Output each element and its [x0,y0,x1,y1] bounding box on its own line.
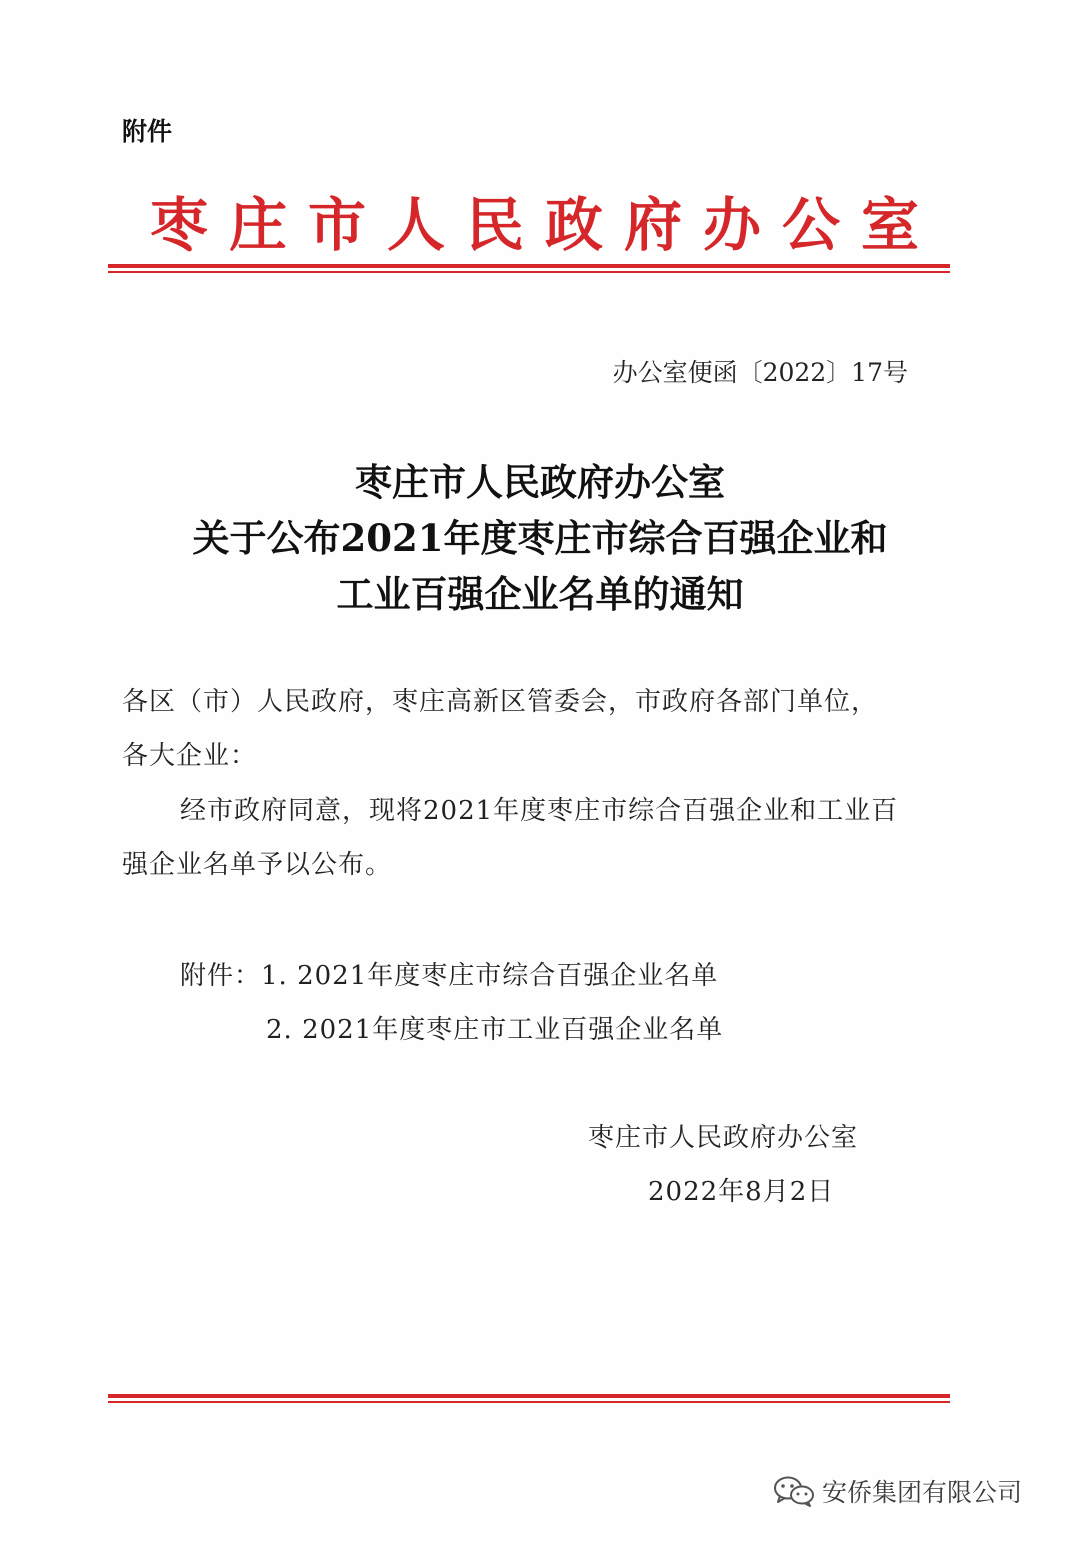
document-title-line-3: 工业百强企业名单的通知 [336,572,744,616]
header-divider-bottom [108,271,950,273]
wechat-icon [772,1474,816,1508]
signature-agency: 枣庄市人民政府办公室 [588,1123,859,1153]
document-title-line-2: 关于公布2021年度枣庄市综合百强企业和 [192,516,888,560]
header-divider-top [108,264,950,268]
attachment-item-1: 附件：1. 2021年度枣庄市综合百强企业名单 [180,961,719,991]
footer-divider-top [108,1394,950,1398]
signature-date: 2022年8月2日 [648,1177,835,1207]
body-paragraph-line-2: 强企业名单予以公布。 [122,850,393,880]
agency-header-title: 枣庄市人民政府办公室 [150,191,941,259]
recipients-line-2: 各大企业： [122,741,258,771]
attachment-label: 附件 [122,117,173,146]
wechat-account-name: 安侨集团有限公司 [822,1478,1023,1507]
body-paragraph-line-1: 经市政府同意，现将2021年度枣庄市综合百强企业和工业百 [180,796,899,826]
footer-divider-bottom [108,1401,950,1403]
attachment-item-2: 2. 2021年度枣庄市工业百强企业名单 [266,1015,724,1045]
document-title-line-1: 枣庄市人民政府办公室 [355,460,725,504]
wechat-watermark [772,1473,1022,1509]
document-number: 办公室便函〔2022〕17号 [612,358,908,387]
recipients-line-1: 各区（市）人民政府，枣庄高新区管委会，市政府各部门单位， [122,687,879,717]
